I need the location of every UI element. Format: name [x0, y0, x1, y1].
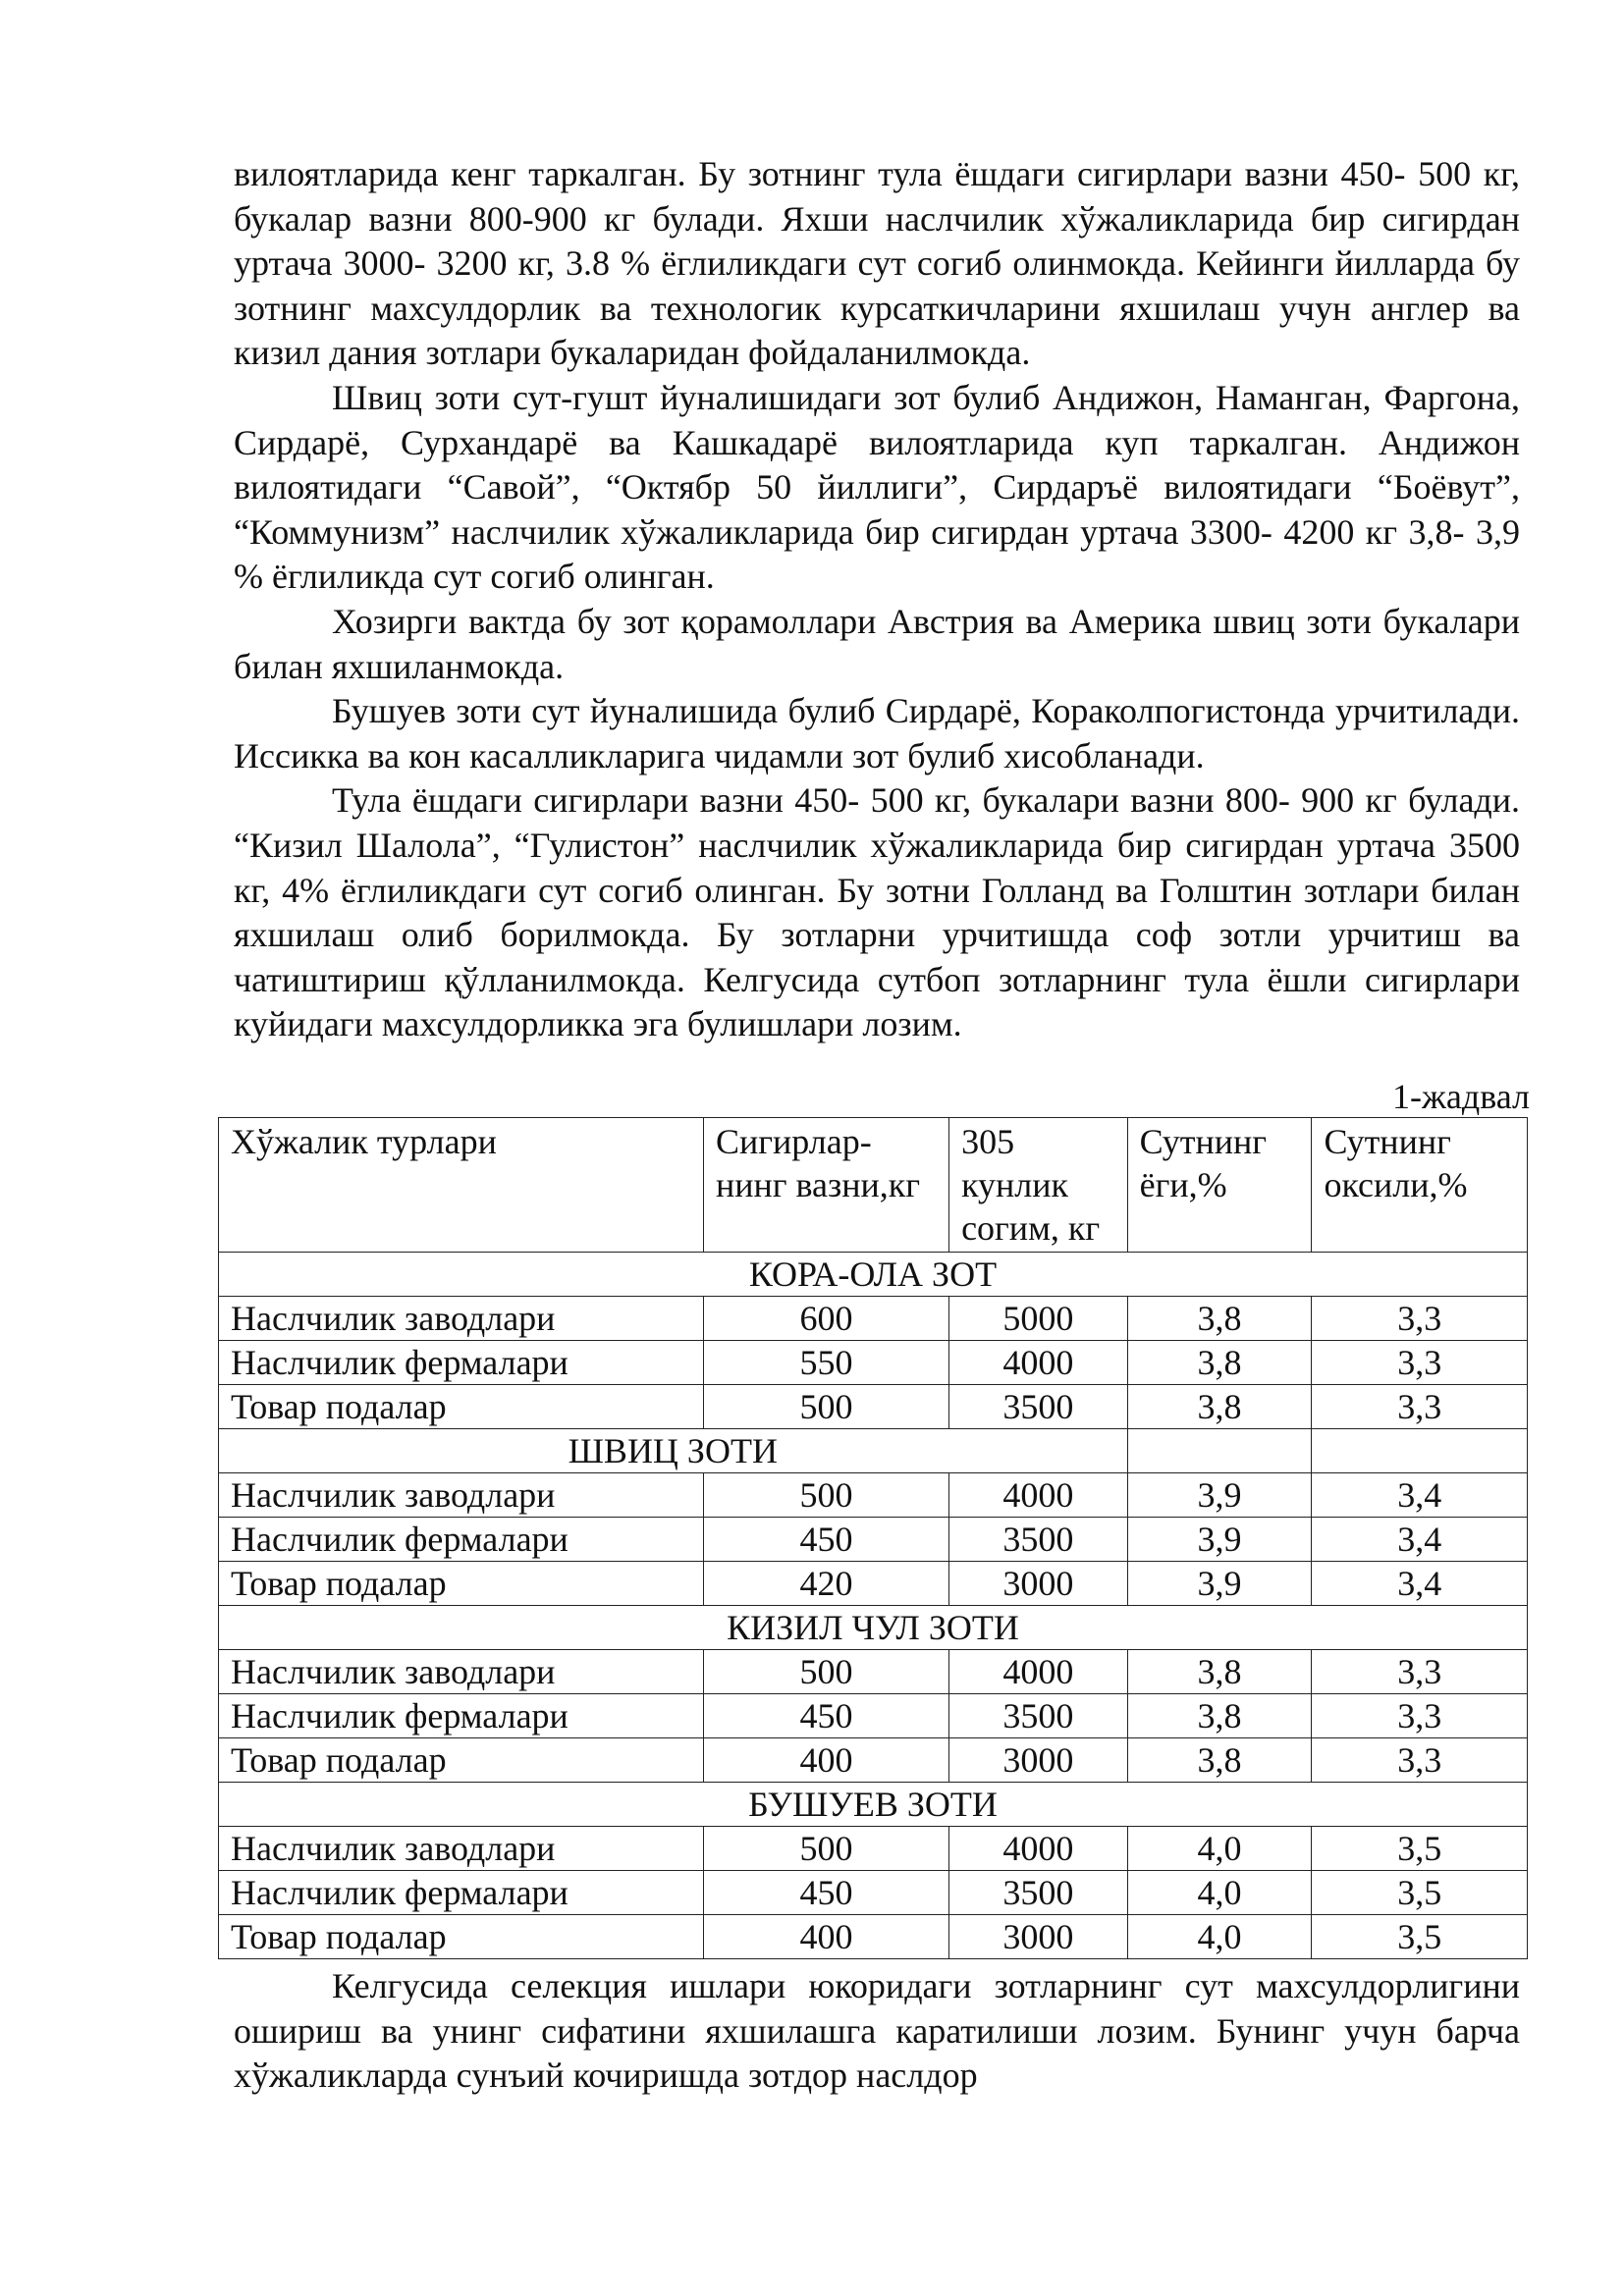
table-row [219, 1827, 1528, 1871]
table-row [219, 1694, 1528, 1738]
table-section-row [219, 1253, 1528, 1297]
value-cell: 3,8 [1127, 1297, 1312, 1341]
farm-type-cell: Наслчилик фермалари [219, 1871, 704, 1915]
section-title: КОРА-ОЛА ЗОТ [219, 1253, 1528, 1297]
value-cell: 450 [703, 1518, 948, 1562]
value-cell: 450 [703, 1694, 948, 1738]
value-cell: 3000 [949, 1915, 1128, 1959]
table-header-row [219, 1118, 1528, 1253]
header-farm-type: Хўжалик турлари [219, 1118, 704, 1253]
table-row [219, 1650, 1528, 1694]
table-row [219, 1562, 1528, 1606]
table-row [219, 1518, 1528, 1562]
value-cell: 3,3 [1312, 1385, 1528, 1429]
farm-type-cell: Товар подалар [219, 1385, 704, 1429]
value-cell: 4000 [949, 1473, 1128, 1518]
section-title: БУШУЕВ ЗОТИ [219, 1783, 1528, 1827]
value-cell: 3,8 [1127, 1650, 1312, 1694]
value-cell: 5000 [949, 1297, 1128, 1341]
paragraph: Тула ёшдаги сигирлари вазни 450- 500 кг, букалари вазни 800- 900 кг булади. “Кизил Шалола”, “Гулистон” наслчилик хўжаликларида бир сигирдан уртача 3500 кг, 4% ёглиликдаги сут согиб олинган. Бу зотни Голланд ва Голштин зотлари билан яхшилаш олиб борилмокда. Бу зотларни урчитишда соф зотли урчитиш ва чатиштириш қўлланилмокда. Келгусида сутбоп зотларнинг тула ёшли сигирлари куйидаги махсулдорликка эга булишлари лозим. [234, 780, 1520, 1044]
value-cell: 500 [703, 1650, 948, 1694]
section-title: ШВИЦ ЗОТИ [219, 1429, 1128, 1473]
value-cell: 3500 [949, 1871, 1128, 1915]
table-section-row [219, 1429, 1528, 1473]
value-cell: 3,5 [1312, 1827, 1528, 1871]
value-cell: 420 [703, 1562, 948, 1606]
value-cell: 3,3 [1312, 1341, 1528, 1385]
paragraph: Бушуев зоти сут йуналишида булиб Сирдарё, Кораколпогистонда урчитилади. Иссикка ва кон касалликларига чидамли зот булиб хисобланади. [234, 691, 1520, 775]
farm-type-cell: Наслчилик заводлари [219, 1297, 704, 1341]
table-section-row [219, 1783, 1528, 1827]
paragraph: Швиц зоти сут-гушт йуналишидаги зот булиб Андижон, Наманган, Фаргона, Сирдарё, Сурхандарё ва Кашкадарё вилоятларида куп таркалган. Андижон вилоятидаги “Савой”, “Октябр 50 йиллиги”, Сирдаръё вилоятидаги “Боёвут”, “Коммунизм” наслчилик хўжаликларида бир сигирдан уртача 3300- 4200 кг 3,8- 3,9 % ёглиликда сут согиб олинган. [234, 377, 1520, 597]
table-row [219, 1341, 1528, 1385]
value-cell: 4,0 [1127, 1871, 1312, 1915]
header-milk-fat: Сутнинг ёги,% [1127, 1118, 1312, 1253]
value-cell: 3,4 [1312, 1562, 1528, 1606]
value-cell: 4000 [949, 1827, 1128, 1871]
value-cell: 3000 [949, 1738, 1128, 1783]
farm-type-cell: Товар подалар [219, 1738, 704, 1783]
paragraph: Хозирги вактда бу зот қорамоллари Австрия ва Америка швиц зоти букалари билан яхшиланмокда. [234, 601, 1520, 686]
value-cell: 500 [703, 1473, 948, 1518]
value-cell: 4,0 [1127, 1827, 1312, 1871]
table-row [219, 1871, 1528, 1915]
value-cell: 500 [703, 1385, 948, 1429]
value-cell: 3,9 [1127, 1562, 1312, 1606]
value-cell: 550 [703, 1341, 948, 1385]
farm-type-cell: Наслчилик заводлари [219, 1650, 704, 1694]
value-cell: 3,3 [1312, 1297, 1528, 1341]
farm-type-cell: Наслчилик фермалари [219, 1341, 704, 1385]
empty-cell [1312, 1429, 1528, 1473]
value-cell: 3,8 [1127, 1341, 1312, 1385]
farm-type-cell: Наслчилик фермалари [219, 1518, 704, 1562]
body-text-bottom [234, 1964, 1520, 2099]
value-cell: 3,5 [1312, 1915, 1528, 1959]
value-cell: 4000 [949, 1341, 1128, 1385]
value-cell: 3,9 [1127, 1518, 1312, 1562]
value-cell: 4000 [949, 1650, 1128, 1694]
header-milk-yield: 305 кунлик согим, кг [949, 1118, 1128, 1253]
value-cell: 3,4 [1312, 1473, 1528, 1518]
value-cell: 400 [703, 1915, 948, 1959]
value-cell: 450 [703, 1871, 948, 1915]
header-milk-protein: Сутнинг оксили,% [1312, 1118, 1528, 1253]
table-section-row [219, 1606, 1528, 1650]
value-cell: 3,5 [1312, 1871, 1528, 1915]
table-row [219, 1385, 1528, 1429]
value-cell: 4,0 [1127, 1915, 1312, 1959]
value-cell: 3000 [949, 1562, 1128, 1606]
table-row [219, 1473, 1528, 1518]
farm-type-cell: Наслчилик заводлари [219, 1473, 704, 1518]
value-cell: 3,3 [1312, 1650, 1528, 1694]
farm-type-cell: Товар подалар [219, 1562, 704, 1606]
empty-cell [1127, 1429, 1312, 1473]
paragraph: вилоятларида кенг таркалган. Бу зотнинг тула ёшдаги сигирлари вазни 450- 500 кг, букалар вазни 800-900 кг булади. Яхши наслчилик хўжаликларида бир сигирдан уртача 3000- 3200 кг, 3.8 % ёглиликдаги сут согиб олинмокда. Кейинги йилларда бу зотнинг махсулдорлик ва технологик курсаткичларини яхшилаш учун англер ва кизил дания зотлари букаларидан фойдаланилмокда. [234, 154, 1520, 373]
farm-type-cell: Наслчилик фермалари [219, 1694, 704, 1738]
table-row [219, 1738, 1528, 1783]
value-cell: 600 [703, 1297, 948, 1341]
table-body [219, 1253, 1528, 1959]
section-title: КИЗИЛ ЧУЛ ЗОТИ [219, 1606, 1528, 1650]
value-cell: 3,8 [1127, 1694, 1312, 1738]
value-cell: 3,9 [1127, 1473, 1312, 1518]
paragraph: Келгусида селекция ишлари юкоридаги зотларнинг сут махсулдорлигини ошириш ва унинг сифатини яхшилашга каратилиши лозим. Бунинг учун барча хўжаликларда сунъий кочиришда зотдор наслдор [234, 1966, 1520, 2096]
value-cell: 500 [703, 1827, 948, 1871]
value-cell: 3500 [949, 1694, 1128, 1738]
value-cell: 3,4 [1312, 1518, 1528, 1562]
table-row [219, 1915, 1528, 1959]
value-cell: 3500 [949, 1385, 1128, 1429]
header-cow-weight: Сигирлар-нинг вазни,кг [703, 1118, 948, 1253]
table-caption: 1-жадвал [1392, 1077, 1530, 1116]
productivity-table [218, 1117, 1528, 1959]
value-cell: 3,8 [1127, 1385, 1312, 1429]
value-cell: 3,3 [1312, 1694, 1528, 1738]
table-row [219, 1297, 1528, 1341]
body-text-top [234, 152, 1520, 1047]
farm-type-cell: Наслчилик заводлари [219, 1827, 704, 1871]
value-cell: 400 [703, 1738, 948, 1783]
value-cell: 3,3 [1312, 1738, 1528, 1783]
value-cell: 3500 [949, 1518, 1128, 1562]
farm-type-cell: Товар подалар [219, 1915, 704, 1959]
value-cell: 3,8 [1127, 1738, 1312, 1783]
